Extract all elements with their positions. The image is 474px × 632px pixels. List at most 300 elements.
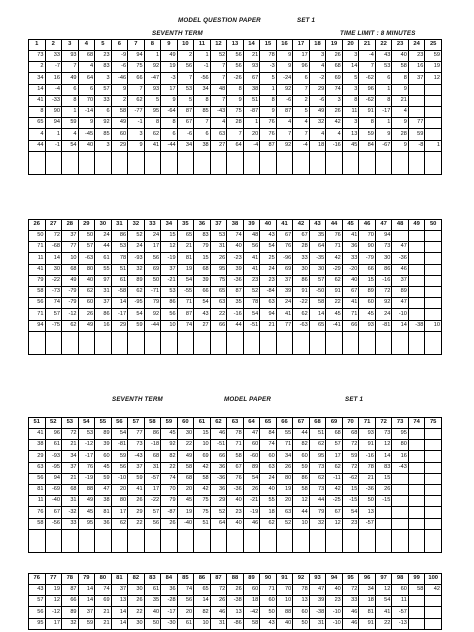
number-cell: 9 [161, 95, 178, 106]
question-number: 41 [276, 220, 293, 231]
number-cell: 37 [78, 607, 95, 618]
number-cell: 62 [128, 286, 145, 297]
number-cell: 7 [194, 118, 211, 129]
number-cell: 21 [62, 473, 79, 484]
answer-cell[interactable] [161, 529, 178, 552]
number-cell: 39 [95, 440, 112, 451]
number-cell: 41 [276, 309, 293, 320]
number-cell: 20 [177, 607, 194, 618]
number-cell [408, 507, 425, 518]
answer-cell[interactable] [128, 151, 145, 174]
number-cell: 9 [375, 129, 392, 140]
number-cell: 73 [128, 440, 145, 451]
number-row [29, 518, 442, 529]
answer-cell[interactable] [161, 151, 178, 174]
number-cell: 14 [78, 596, 95, 607]
question-number: 23 [392, 40, 409, 51]
number-cell: 67 [45, 507, 62, 518]
number-cell: 14 [78, 585, 95, 596]
answer-cell[interactable] [326, 151, 343, 174]
answer-cell[interactable] [210, 151, 227, 174]
number-cell: 71 [29, 242, 46, 253]
answer-cell[interactable] [161, 331, 178, 354]
answer-cell[interactable] [260, 529, 277, 552]
number-cell: 40 [227, 496, 244, 507]
answer-cell[interactable] [62, 331, 79, 354]
number-cell: -38 [309, 607, 326, 618]
answer-cell[interactable] [111, 151, 128, 174]
answer-cell[interactable] [78, 151, 95, 174]
number-cell: 41 [29, 429, 46, 440]
answer-cell[interactable] [243, 331, 260, 354]
number-cell: 66 [359, 264, 376, 275]
question-number: 63 [227, 418, 244, 429]
answer-cell[interactable] [375, 529, 392, 552]
number-cell: 41 [243, 264, 260, 275]
answer-cell[interactable] [227, 331, 244, 354]
number-cell: 15 [342, 484, 359, 495]
number-row [29, 264, 442, 275]
number-cell: 15 [359, 275, 376, 286]
question-number: 69 [326, 418, 343, 429]
answer-cell[interactable] [45, 331, 62, 354]
question-number: 19 [326, 40, 343, 51]
number-cell: 4 [293, 118, 310, 129]
number-cell: 76 [260, 118, 277, 129]
number-cell: -41 [326, 320, 343, 331]
number-cell: -12 [45, 607, 62, 618]
number-cell: 92 [276, 84, 293, 95]
answer-cell[interactable] [309, 151, 326, 174]
number-cell: 45 [359, 309, 376, 320]
number-cell: 31 [210, 618, 227, 629]
number-cell: -25 [326, 496, 343, 507]
number-row [29, 429, 442, 440]
number-cell: -21 [243, 496, 260, 507]
number-cell: 40 [144, 607, 161, 618]
answer-cell[interactable] [227, 529, 244, 552]
number-cell: 31 [210, 242, 227, 253]
number-cell: 44 [309, 496, 326, 507]
number-cell: 50 [29, 231, 46, 242]
number-cell: 18 [260, 507, 277, 518]
number-cell: 40 [227, 242, 244, 253]
number-cell: -29 [326, 264, 343, 275]
number-cell: 7 [62, 62, 79, 73]
number-row [29, 51, 442, 62]
answer-cell[interactable] [128, 331, 145, 354]
number-cell: 52 [128, 231, 145, 242]
number-cell: -6 [111, 62, 128, 73]
number-cell: 91 [326, 286, 343, 297]
number-cell: 95 [144, 106, 161, 117]
number-cell: -79 [62, 298, 79, 309]
number-cell: 8 [260, 95, 277, 106]
number-cell: 76 [276, 242, 293, 253]
number-cell: 24 [375, 309, 392, 320]
number-cell [408, 607, 425, 618]
answer-cell[interactable] [62, 151, 79, 174]
number-cell: 22 [177, 440, 194, 451]
question-number: 40 [260, 220, 277, 231]
answer-cell[interactable] [194, 529, 211, 552]
number-cell: 46 [210, 429, 227, 440]
number-cell: 4 [309, 129, 326, 140]
question-number: 26 [29, 220, 46, 231]
answer-cell[interactable] [392, 529, 409, 552]
number-cell [408, 95, 425, 106]
question-number: 86 [194, 574, 211, 585]
number-cell: 50 [260, 607, 277, 618]
number-cell: 50 [293, 618, 310, 629]
number-cell: -10 [326, 607, 343, 618]
answer-cell[interactable] [95, 529, 112, 552]
header-set: SET 1 [297, 17, 316, 24]
number-cell: -62 [359, 73, 376, 84]
number-cell: 72 [342, 585, 359, 596]
question-number: 30 [95, 220, 112, 231]
answer-cell[interactable] [359, 331, 376, 354]
number-cell: 30 [45, 264, 62, 275]
number-cell: 2 [29, 62, 46, 73]
number-cell: 94 [128, 51, 145, 62]
number-cell: 28 [392, 129, 409, 140]
answer-cell[interactable] [243, 151, 260, 174]
number-cell: -75 [45, 320, 62, 331]
answer-cell[interactable] [309, 529, 326, 552]
number-cell: 46 [210, 607, 227, 618]
question-number: 92 [293, 574, 310, 585]
number-cell: 87 [177, 106, 194, 117]
number-cell: -56 [194, 73, 211, 84]
number-cell: 58 [29, 286, 46, 297]
number-cell: -84 [260, 286, 277, 297]
number-cell: 8 [194, 95, 211, 106]
number-cell: 96 [293, 62, 310, 73]
answer-cell[interactable] [227, 151, 244, 174]
number-cell: 39 [227, 264, 244, 275]
answer-cell[interactable] [276, 529, 293, 552]
answer-cell[interactable] [144, 151, 161, 174]
number-cell: 58 [111, 106, 128, 117]
number-cell: 65 [309, 320, 326, 331]
number-row [29, 73, 442, 84]
number-cell: 69 [194, 451, 211, 462]
number-cell: 62 [326, 275, 343, 286]
number-cell: -17 [78, 451, 95, 462]
number-cell [425, 84, 442, 95]
number-cell: 3 [128, 129, 145, 140]
number-cell: 61 [45, 440, 62, 451]
number-cell: 42 [326, 253, 343, 264]
question-number: 37 [210, 220, 227, 231]
number-cell: 26 [210, 253, 227, 264]
question-number: 25 [425, 40, 442, 51]
number-cell: 17 [144, 484, 161, 495]
number-cell: 95 [309, 451, 326, 462]
answer-cell[interactable] [144, 529, 161, 552]
number-cell: 17 [144, 242, 161, 253]
number-cell: 53 [375, 62, 392, 73]
number-cell: 92 [276, 140, 293, 151]
number-cell: 63 [276, 507, 293, 518]
answer-cell[interactable] [326, 331, 343, 354]
number-cell: -11 [326, 473, 343, 484]
answer-cell[interactable] [29, 151, 46, 174]
number-cell: 4 [309, 62, 326, 73]
number-row [29, 585, 442, 596]
answer-cell[interactable] [78, 529, 95, 552]
number-cell [425, 440, 442, 451]
number-cell: 32 [309, 118, 326, 129]
question-number: 66 [276, 418, 293, 429]
question-number: 18 [309, 40, 326, 51]
answer-cell[interactable] [342, 331, 359, 354]
number-cell: 10 [276, 596, 293, 607]
question-number: 12 [210, 40, 227, 51]
number-cell: 97 [95, 275, 112, 286]
number-cell: 42 [194, 484, 211, 495]
answer-cell[interactable] [29, 529, 46, 552]
number-cell: 44 [227, 320, 244, 331]
question-number: 56 [111, 418, 128, 429]
answer-cell[interactable] [144, 331, 161, 354]
number-cell: 26 [326, 106, 343, 117]
question-number: 71 [359, 418, 376, 429]
number-cell [425, 95, 442, 106]
number-cell: -62 [359, 95, 376, 106]
number-cell: 26 [78, 309, 95, 320]
number-cell: -4 [243, 140, 260, 151]
number-cell: 23 [326, 596, 343, 607]
answer-cell[interactable] [210, 331, 227, 354]
number-cell: 26 [128, 496, 145, 507]
number-cell: 41 [243, 253, 260, 264]
number-cell: -19 [243, 507, 260, 518]
number-row [29, 462, 442, 473]
answer-cell[interactable] [95, 331, 112, 354]
number-cell: 56 [29, 473, 46, 484]
number-cell: 84 [260, 429, 277, 440]
number-cell [425, 106, 442, 117]
answer-cell[interactable] [45, 529, 62, 552]
number-cell: 20 [243, 129, 260, 140]
number-cell: 33 [95, 95, 112, 106]
answer-cell[interactable] [177, 151, 194, 174]
answer-cell[interactable] [260, 331, 277, 354]
number-cell: -50 [309, 286, 326, 297]
number-cell: 23 [342, 518, 359, 529]
answer-cell[interactable] [342, 151, 359, 174]
answer-cell[interactable] [177, 331, 194, 354]
answer-cell[interactable] [62, 529, 79, 552]
section2-paper: MODEL PAPER [224, 396, 272, 403]
number-cell [425, 462, 442, 473]
number-cell: -16 [375, 275, 392, 286]
number-cell: 50 [78, 231, 95, 242]
number-row [29, 618, 442, 629]
number-cell: 64 [227, 140, 244, 151]
number-cell: 72 [342, 462, 359, 473]
number-cell: -57 [144, 473, 161, 484]
number-row [29, 242, 442, 253]
number-cell: 41 [29, 95, 46, 106]
number-cell: 4 [210, 118, 227, 129]
number-cell: 34 [194, 84, 211, 95]
answer-cell[interactable] [309, 331, 326, 354]
answer-cell[interactable] [326, 529, 343, 552]
number-cell: 78 [359, 462, 376, 473]
number-cell: 63 [210, 129, 227, 140]
answer-cell[interactable] [293, 331, 310, 354]
number-cell: 12 [425, 73, 442, 84]
number-cell: 19 [177, 507, 194, 518]
number-cell: 8 [359, 118, 376, 129]
answer-cell[interactable] [194, 331, 211, 354]
answer-cell[interactable] [260, 151, 277, 174]
number-cell: 59 [128, 473, 145, 484]
number-cell: 40 [78, 275, 95, 286]
number-cell: 8 [392, 73, 409, 84]
number-cell: 38 [194, 140, 211, 151]
number-cell: -63 [78, 253, 95, 264]
question-number: 15 [260, 40, 277, 51]
question-number: 91 [276, 574, 293, 585]
number-cell [408, 253, 425, 264]
number-cell: 42 [326, 118, 343, 129]
question-number: 36 [194, 220, 211, 231]
number-cell: 3 [342, 84, 359, 95]
number-cell: 62 [62, 320, 79, 331]
number-cell: 1 [45, 129, 62, 140]
number-cell: 51 [194, 518, 211, 529]
number-cell: 93 [359, 429, 376, 440]
number-cell: 49 [78, 320, 95, 331]
number-cell: 93 [144, 84, 161, 95]
answer-cell[interactable] [177, 529, 194, 552]
number-cell: 10 [293, 518, 310, 529]
number-cell: 21 [260, 320, 277, 331]
number-cell: 37 [128, 462, 145, 473]
question-number: 87 [210, 574, 227, 585]
number-cell [408, 451, 425, 462]
number-cell [425, 264, 442, 275]
number-cell: 9 [111, 84, 128, 95]
answer-cell[interactable] [78, 331, 95, 354]
answer-cell[interactable] [128, 529, 145, 552]
answer-cell[interactable] [425, 529, 442, 552]
number-cell [408, 518, 425, 529]
question-number: 27 [45, 220, 62, 231]
number-cell: 81 [29, 484, 46, 495]
number-cell [425, 451, 442, 462]
number-cell: -42 [243, 607, 260, 618]
number-cell: 47 [243, 429, 260, 440]
number-cell: 53 [210, 231, 227, 242]
answer-cell[interactable] [111, 331, 128, 354]
number-cell: 61 [111, 275, 128, 286]
number-cell: -12 [78, 440, 95, 451]
question-number: 10 [177, 40, 194, 51]
number-cell: 22 [128, 518, 145, 529]
number-cell: 4 [29, 129, 46, 140]
question-grid-3 [28, 417, 442, 553]
answer-cell[interactable] [243, 529, 260, 552]
number-cell: 8 [29, 106, 46, 117]
number-cell: 1 [194, 51, 211, 62]
number-cell: 76 [78, 462, 95, 473]
number-cell: 57 [309, 275, 326, 286]
answer-cell[interactable] [45, 151, 62, 174]
number-cell [408, 440, 425, 451]
question-number: 21 [359, 40, 376, 51]
answer-cell[interactable] [375, 151, 392, 174]
answer-cell[interactable] [95, 151, 112, 174]
number-cell: 9 [227, 95, 244, 106]
answer-cell[interactable] [408, 331, 425, 354]
answer-cell[interactable] [392, 151, 409, 174]
answer-cell[interactable] [425, 151, 442, 174]
answer-cell[interactable] [359, 529, 376, 552]
number-cell: 12 [375, 585, 392, 596]
section2-set: SET 1 [345, 396, 364, 403]
answer-cell[interactable] [293, 529, 310, 552]
number-cell: 11 [29, 253, 46, 264]
number-cell: -56 [45, 518, 62, 529]
answer-cell[interactable] [276, 151, 293, 174]
answer-cell[interactable] [29, 331, 46, 354]
number-cell [408, 429, 425, 440]
number-cell [425, 473, 442, 484]
number-cell: 86 [293, 275, 310, 286]
number-cell: 64 [210, 518, 227, 529]
number-cell: 78 [260, 51, 277, 62]
number-cell: 44 [293, 507, 310, 518]
number-cell: 19 [276, 484, 293, 495]
question-number: 52 [45, 418, 62, 429]
number-cell: 55 [276, 429, 293, 440]
question-number: 50 [425, 220, 442, 231]
number-cell: 82 [293, 440, 310, 451]
number-cell: 42 [425, 585, 442, 596]
number-cell: 63 [260, 298, 277, 309]
number-cell: 30 [177, 429, 194, 440]
answer-cell[interactable] [408, 151, 425, 174]
number-cell: -36 [392, 253, 409, 264]
answer-cell[interactable] [375, 331, 392, 354]
number-cell: 21 [392, 95, 409, 106]
answer-cell[interactable] [194, 151, 211, 174]
number-cell: 58 [408, 585, 425, 596]
question-number: 35 [177, 220, 194, 231]
number-cell: 9 [276, 62, 293, 73]
answer-cell[interactable] [359, 151, 376, 174]
answer-cell[interactable] [293, 151, 310, 174]
answer-cell[interactable] [392, 331, 409, 354]
answer-cell[interactable] [276, 331, 293, 354]
number-cell: -43 [392, 462, 409, 473]
answer-cell[interactable] [425, 331, 442, 354]
number-cell: -79 [359, 253, 376, 264]
answer-cell[interactable] [210, 529, 227, 552]
number-cell: 74 [95, 585, 112, 596]
answer-cell[interactable] [111, 529, 128, 552]
number-cell: 26 [227, 585, 244, 596]
answer-cell[interactable] [342, 529, 359, 552]
answer-cell[interactable] [408, 529, 425, 552]
number-cell: -36 [210, 473, 227, 484]
number-cell: 56 [161, 309, 178, 320]
